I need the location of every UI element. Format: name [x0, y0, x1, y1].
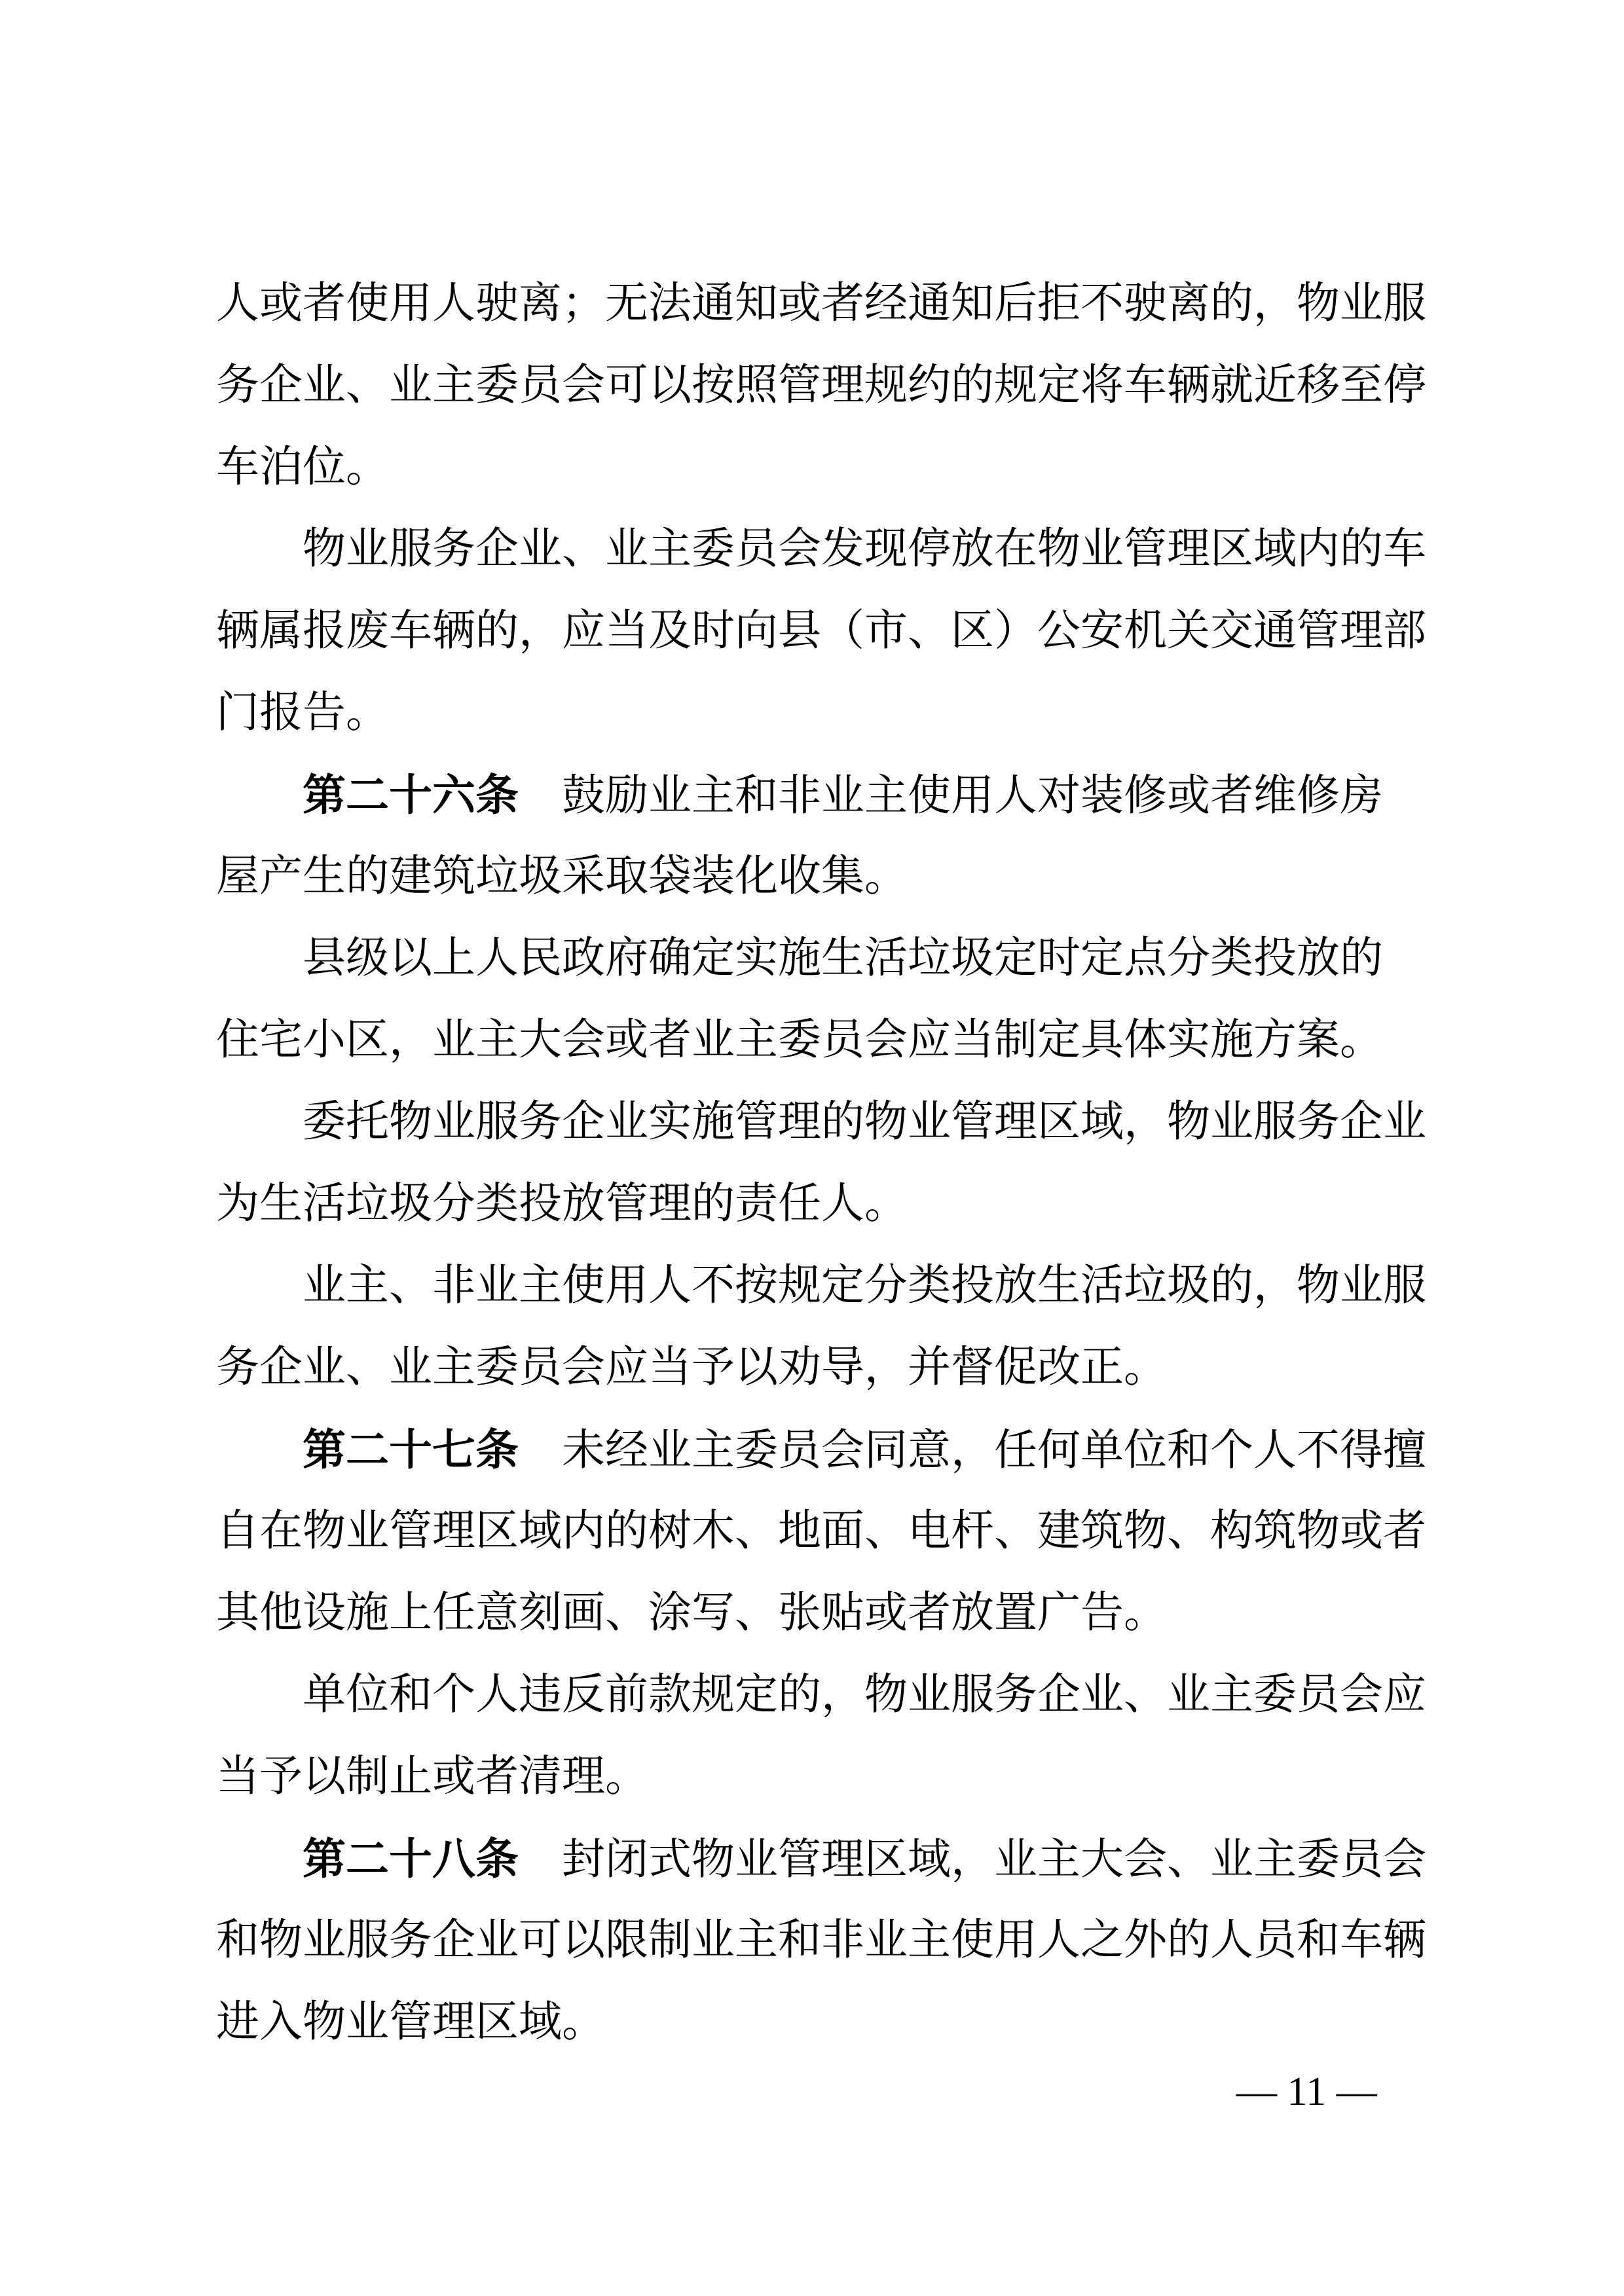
line-text: 辆属报废车辆的，应当及时向县（市、区）公安机关交通管理部 [216, 607, 1426, 655]
paragraph-line [0, 607, 1624, 691]
line-text: 其他设施上任意刻画、涂写、张贴或者放置广告。 [216, 1589, 1167, 1637]
paragraph-line [0, 852, 1624, 937]
article-number-27: 第二十七条 [303, 1425, 519, 1474]
article-number-28: 第二十八条 [303, 1834, 519, 1883]
paragraph-line [0, 525, 1624, 610]
paragraph-line [0, 1998, 1624, 2083]
line-text: 车泊位。 [216, 443, 389, 491]
line-text: 未经业主委员会同意，任何单位和个人不得擅 [519, 1427, 1426, 1474]
paragraph-line [0, 1182, 1624, 1264]
paragraph-line [0, 1098, 1624, 1182]
paragraph-line [0, 1916, 1624, 2001]
page-number: — 11 — [1236, 2069, 1377, 2114]
line-text: 业主、非业主使用人不按规定分类投放生活垃圾的，物业服 [303, 1262, 1426, 1309]
article-heading-line [0, 773, 1624, 855]
paragraph-line [0, 1755, 1624, 1837]
line-text: 自在物业管理区域内的树木、地面、电杆、建筑物、构筑物或者 [216, 1507, 1426, 1555]
line-text: 委托物业服务企业实施管理的物业管理区域，物业服务企业 [303, 1098, 1426, 1146]
paragraph-line [0, 1016, 1624, 1101]
line-text: 住宅小区，业主大会或者业主委员会应当制定具体实施方案。 [216, 1016, 1383, 1064]
article-heading-line [0, 1425, 1624, 1510]
line-text: 进入物业管理区域。 [216, 1998, 605, 2046]
line-text: 鼓励业主和非业主使用人对装修或者维修房 [519, 772, 1383, 820]
paragraph-line [0, 1507, 1624, 1592]
line-text: 务企业、业主委员会可以按照管理规约的规定将车辆就近移至停 [216, 361, 1426, 409]
paragraph-line [0, 934, 1624, 1019]
line-text: 物业服务企业、业主委员会发现停放在物业管理区域内的车 [303, 525, 1426, 573]
line-text: 务企业、业主委员会应当予以劝导，并督促改正。 [216, 1343, 1167, 1391]
article-heading-line [0, 1834, 1624, 1919]
line-text: 单位和个人违反前款规定的，物业服务企业、业主委员会应 [303, 1671, 1426, 1719]
article-number-26: 第二十六条 [303, 771, 519, 819]
paragraph-line [0, 443, 1624, 528]
line-text: 屋产生的建筑垃圾采取袋装化收集。 [216, 852, 908, 900]
paragraph-line [0, 282, 1624, 364]
line-text: 和物业服务企业可以限制业主和非业主使用人之外的人员和车辆 [216, 1916, 1426, 1964]
paragraph-line [0, 1264, 1624, 1346]
line-text: 当予以制止或者清理。 [216, 1753, 648, 1800]
line-text: 县级以上人民政府确定实施生活垃圾定时定点分类投放的 [303, 934, 1383, 982]
paragraph-line [0, 1673, 1624, 1755]
line-text: 封闭式物业管理区域，业主大会、业主委员会 [519, 1836, 1426, 1884]
line-text: 人或者使用人驶离；无法通知或者经通知后拒不驶离的，物业服 [216, 280, 1426, 327]
document-body [0, 282, 1624, 2083]
line-text: 为生活垃圾分类投放管理的责任人。 [216, 1180, 908, 1228]
paragraph-line [0, 1589, 1624, 1673]
paragraph-line [0, 361, 1624, 446]
paragraph-line [0, 1343, 1624, 1428]
paragraph-line [0, 691, 1624, 773]
line-text: 门报告。 [216, 689, 389, 737]
